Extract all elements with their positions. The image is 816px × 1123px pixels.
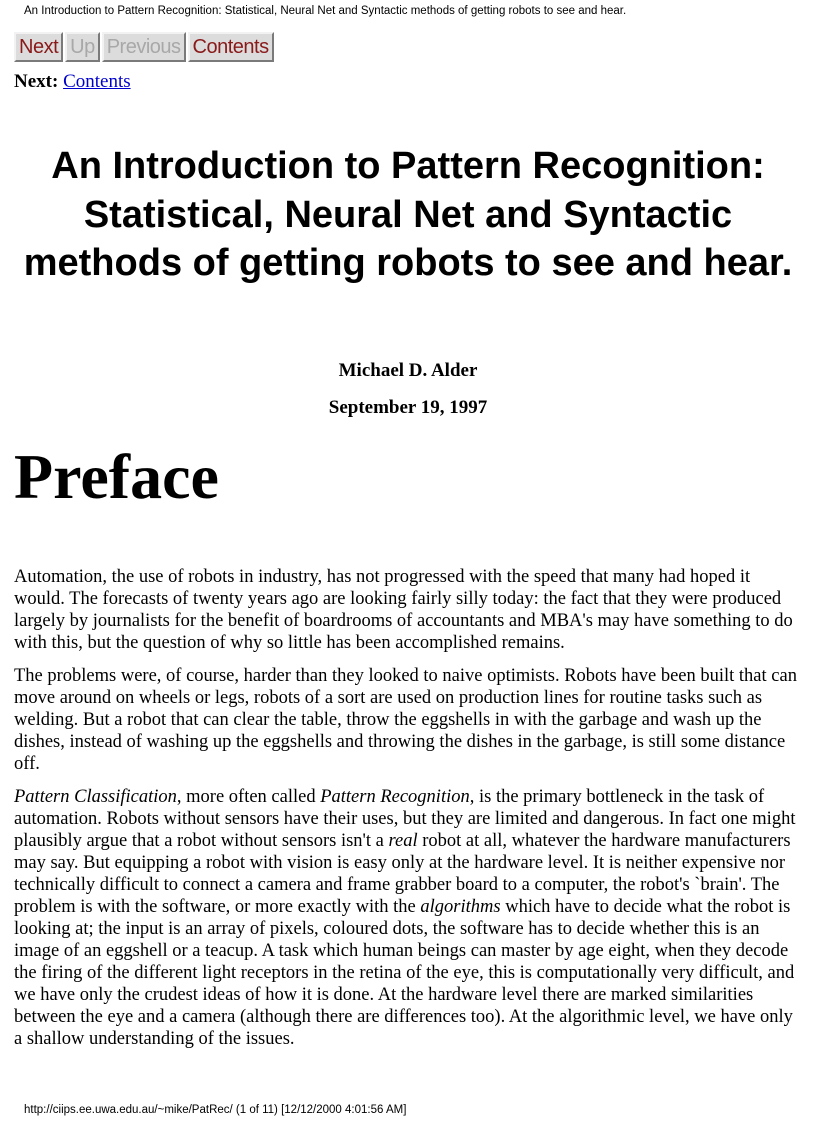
section-heading: Preface	[14, 441, 219, 512]
paragraph-1: Automation, the use of robots in industry, has not progressed with the speed that many had hoped it would. The forecasts of twenty years ago are looking fairly silly today: the fact that they were produced largely by journalists for the benefit of boardrooms of accountants and MBA's may have something to do with this, but the question of why so little has been accomplished remains.	[14, 567, 793, 653]
paragraph-3-text-2: , is the primary bottleneck in the task of automation. Robots without sensors have their uses, but they are limited and dangerous. In fact one might plausibly argue that a robot without sensors isn't a	[14, 787, 796, 851]
print-footer: http://ciips.ee.uwa.edu.au/~mike/PatRec/ (1 of 11) [12/12/2000 4:01:56 AM]	[24, 1104, 407, 1116]
term-pattern-recognition: Pattern Recognition	[320, 787, 470, 807]
next-label: Next:	[14, 71, 59, 92]
paragraph-3-text-3: robot at all, whatever the hardware manufacturers may say. But equipping a robot with vision is easy only at the hardware level. It is neither expensive nor technically difficult to connect a camera and frame grabber board to a computer, the robot's `brain'. The problem is with the software, or more exactly with the	[14, 831, 791, 917]
term-pattern-classification: Pattern Classification	[14, 787, 177, 807]
navigation-bar	[14, 32, 274, 62]
page-title: An Introduction to Pattern Recognition: Statistical, Neural Net and Syntactic methods of getting robots to see and hear.	[23, 145, 793, 284]
up-button: Up	[65, 32, 100, 62]
next-nav-line	[14, 71, 131, 93]
publication-date: September 19, 1997	[328, 397, 488, 418]
author-name: Michael D. Alder	[338, 360, 478, 381]
paragraph-3-text-4: which have to decide what the robot is looking at; the input is an array of pixels, coloured dots, the software has to decide whether this is an image of an eggshell or a teacup. A task which human beings can master by age eight, when they decode the firing of the different light receptors in the retina of the eye, this is computationally very difficult, and we have only the crudest ideas of how it is done. At the hardware level there are marked similarities between the eye and a camera (although there are differences too). At the algorithmic level, we have only a shallow understanding of the issues.	[14, 897, 795, 1049]
print-header: An Introduction to Pattern Recognition: Statistical, Neural Net and Syntactic methods of getting robots to see and hear.	[24, 5, 627, 17]
paragraph-3	[14, 786, 804, 1050]
contents-link[interactable]: Contents	[63, 71, 131, 92]
paragraph-3-text-1: , more often called	[176, 787, 321, 807]
term-real: real	[388, 831, 418, 851]
contents-button[interactable]: Contents	[188, 32, 274, 62]
previous-button: Previous	[102, 32, 186, 62]
next-button[interactable]: Next	[14, 32, 63, 62]
term-algorithms: algorithms	[420, 897, 501, 917]
preface-body	[14, 566, 804, 1061]
paragraph-2: The problems were, of course, harder than they looked to naive optimists. Robots have been built that can move around on wheels or legs, robots of a sort are used on production lines for routine tasks such as welding. But a robot that can clear the table, throw the eggshells in with the garbage and wash up the dishes, instead of washing up the eggshells and throwing the dishes in the garbage, is still some distance off.	[14, 666, 797, 774]
